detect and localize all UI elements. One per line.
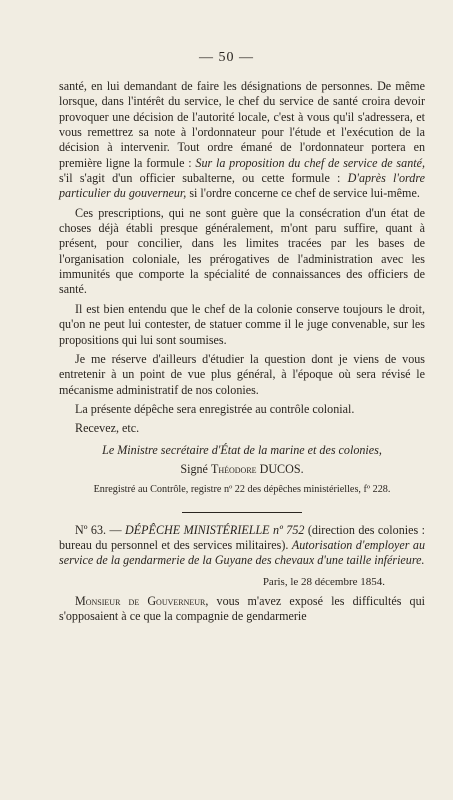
formula-1: Sur la proposition du chef de service de santé, [195, 155, 425, 170]
paragraph-7: Monsieur de Gouverneur, vous m'avez exposé les difficultés qui s'opposaient à ce que la compagnie de gendarmerie [59, 593, 425, 624]
paragraph-1: santé, en lui demandant de faire les désignations de personnes. De même lorsque, dans l'intérêt du service, le chef du service de santé croira devoir provoquer une décision de l'autorité locale, c'est à vous qu'il s'adressera, et vous remettrez sa note à l'ordonnateur pour l'étude et l'exécution de la décision à intervenir. Tout ordre émané de l'ordonnateur portera en première ligne la formule : Sur la proposition du chef de service de santé, s'il s'agit d'un officier subalterne, ou cette formule : D'après l'ordre particulier du gouverneur, si l'ordre concerne ce chef de service lui-même. [59, 79, 425, 201]
heading-subject: Autorisation d'employer au service de la gendarmerie de la Guyane des chevaux d'une taille inférieure. [59, 537, 426, 568]
paragraph-4: Je me réserve d'ailleurs d'étudier la question dont je viens de vous entretenir à un point de vue plus général, à l'époque où sera révisé le mécanisme administratif de nos colonies. [59, 351, 425, 397]
paragraph-5: La présente dépêche sera enregistrée au contrôle colonial. [75, 401, 355, 416]
heading-title: DÉPÊCHE MINISTÉRIELLE [125, 522, 270, 537]
dateline: Paris, le 28 décembre 1854. [262, 575, 385, 588]
page-body [59, 79, 425, 625]
signature-title: Le Ministre secrétaire d'État de la marine et des colonies, [102, 442, 382, 457]
page-number: — 50 — [199, 50, 254, 65]
registration-note: Enregistré au Contrôle, registre nº 22 des dépêches ministérielles, fº 228. [93, 484, 391, 496]
signature-name: Signé Théodore DUCOS. [180, 461, 304, 476]
paragraph-2: Ces prescriptions, qui ne sont guère que la consécration d'un état de choses déjà établi presque généralement, m'ont paru suffire, quant à présent, pour concilier, dans les limites tracées par les bases de l'organisation coloniale, les prérogatives de l'administration avec les immunités que comporte la spécialité de connaissances des officiers de santé. [59, 205, 425, 297]
salutation: Monsieur de Gouverneur, [75, 593, 209, 608]
document-heading: Nº 63. — DÉPÊCHE MINISTÉRIELLE nº 752 (direction des colonies : bureau du personnel et des services militaires). Autorisation d'employer au service de la gendarmerie de la Guyane des chevaux d'une taille inférieure. [59, 522, 426, 568]
section-divider [182, 512, 302, 513]
paragraph-6: Recevez, etc. [75, 421, 140, 436]
formula-2: D'après l'ordre particulier du gouverneur, [59, 171, 425, 201]
paragraph-3: Il est bien entendu que le chef de la colonie conserve toujours le droit, qu'on ne peut lui contester, de statuer comme il le juge convenable, sur les propositions qui lui sont soumises. [59, 301, 425, 347]
